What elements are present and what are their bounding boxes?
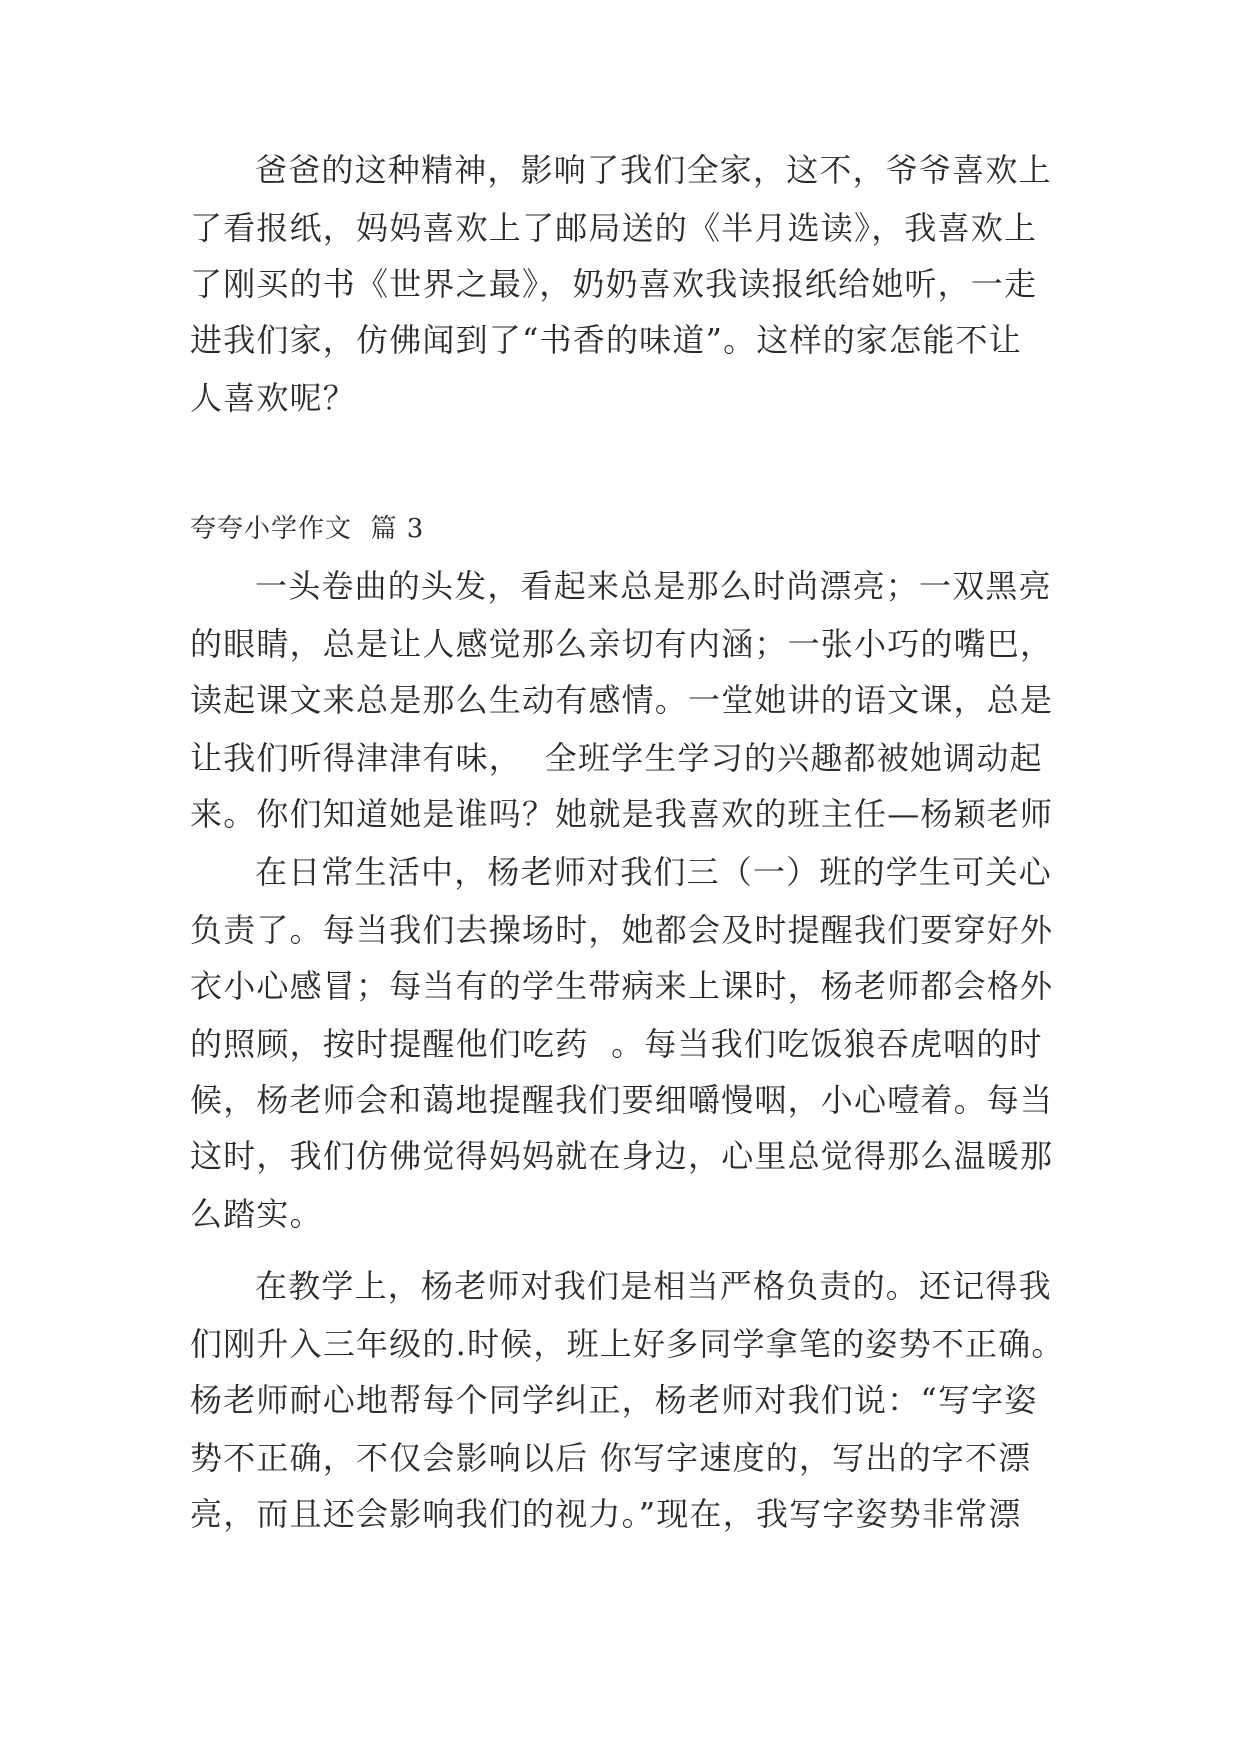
paragraph-1-line-2: 了看报纸，妈妈喜欢上了邮局送的《半月选读》，我喜欢上 [190, 209, 1038, 247]
paragraph-4-line-2: 们刚升入三年级的.时候，班上好多同学拿笔的姿势不正确。 [190, 1325, 1065, 1363]
paragraph-3-line-1: 在日常生活中，杨老师对我们三（一）班的学生可关心 [255, 853, 1052, 891]
paragraph-3-line-7: 么踏实。 [190, 1195, 323, 1233]
paragraph-2-line-3: 读起课文来总是那么生动有感情。一堂她讲的语文课，总是 [190, 681, 1054, 719]
paragraph-3-line-4: 的照顾，按时提醒他们吃药 。每当我们吃饭狼吞虎咽的时 [190, 1025, 1043, 1063]
paragraph-4-line-4: 势不正确，不仅会影响以后 你写字速度的，写出的字不漂 [190, 1439, 1032, 1477]
paragraph-3-line-6: 这时，我们仿佛觉得妈妈就在身边，心里总觉得那么温暖那 [190, 1137, 1054, 1175]
paragraph-4-line-5: 亮，而且还会影响我们的视力。”现在，我写字姿势非常漂 [190, 1495, 1022, 1533]
paragraph-2-line-4: 让我们听得津津有味， 全班学生学习的兴趣都被她调动起 [190, 739, 1043, 777]
paragraph-1-line-5: 人喜欢呢？ [190, 379, 357, 417]
paragraph-3-line-3: 衣小心感冒；每当有的学生带病来上课时，杨老师都会格外 [190, 967, 1054, 1005]
paragraph-1-line-3: 了刚买的书《世界之最》，奶奶喜欢我读报纸给她听，一走 [190, 265, 1038, 303]
paragraph-1-line-4: 进我们家，仿佛闻到了“书香的味道”。这样的家怎能不让 [190, 321, 1022, 359]
paragraph-3-line-5: 候，杨老师会和蔼地提醒我们要细嚼慢咽，小心噎着。每当 [190, 1081, 1054, 1119]
paragraph-3-line-2: 负责了。每当我们去操场时，她都会及时提醒我们要穿好外 [190, 911, 1054, 949]
paragraph-2-line-2: 的眼睛，总是让人感觉那么亲切有内涵；一张小巧的嘴巴， [190, 625, 1054, 663]
section-heading: 夸夸小学作文 篇 3 [190, 514, 425, 544]
paragraph-4-line-3: 杨老师耐心地帮每个同学纠正，杨老师对我们说：“写字姿 [190, 1381, 1038, 1419]
paragraph-1-line-1: 爸爸的这种精神，影响了我们全家，这不，爷爷喜欢上 [255, 151, 1052, 189]
paragraph-2-line-1: 一头卷曲的头发，看起来总是那么时尚漂亮；一双黑亮 [255, 567, 1052, 605]
paragraph-2-line-5: 来。你们知道她是谁吗？她就是我喜欢的班主任—杨颖老师 [190, 795, 1054, 833]
paragraph-4-line-1: 在教学上，杨老师对我们是相当严格负责的。还记得我 [255, 1267, 1052, 1305]
